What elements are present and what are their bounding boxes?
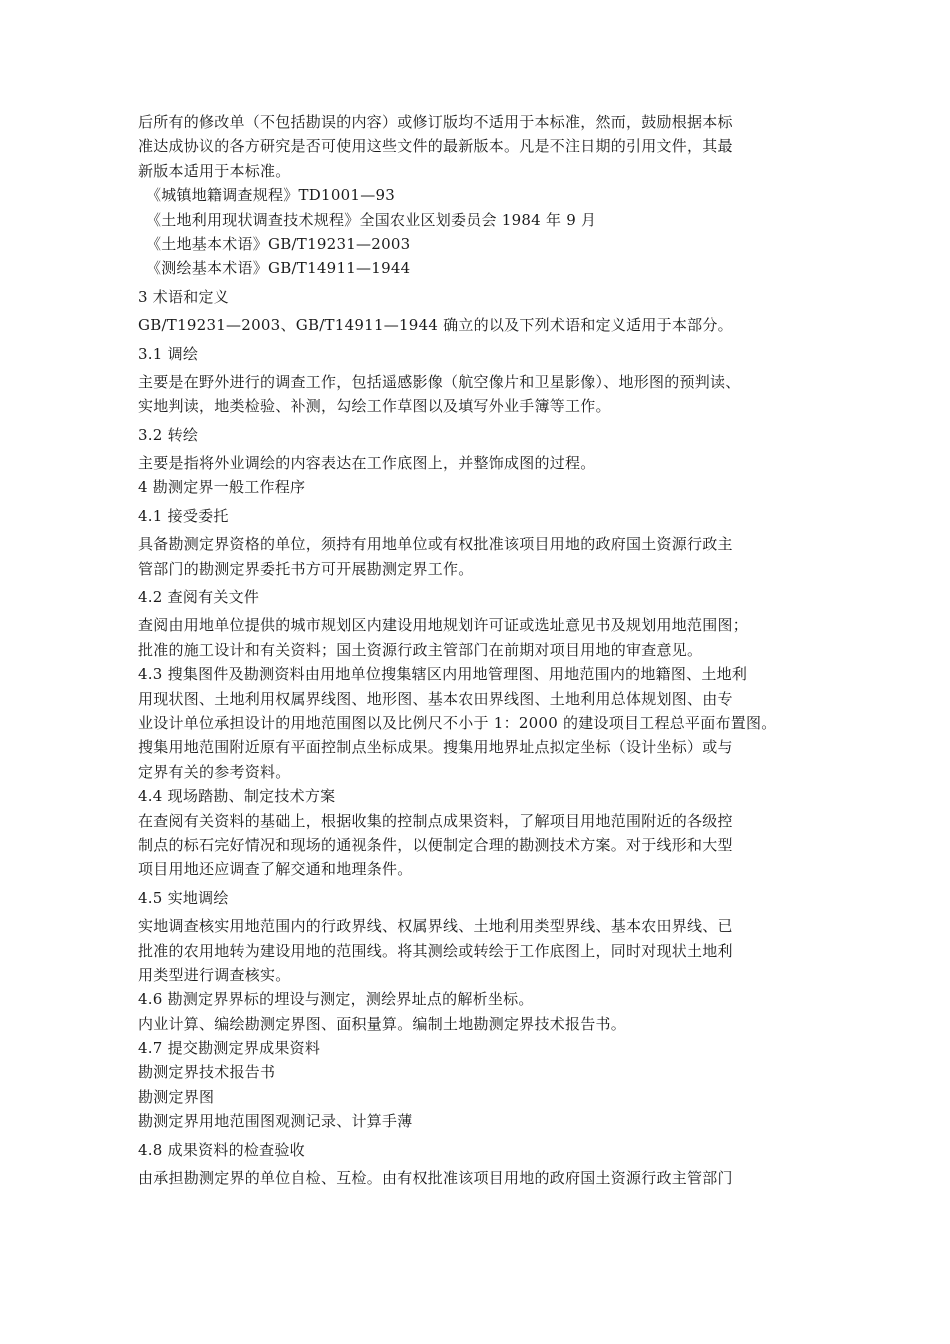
text-line: 主要是指将外业调绘的内容表达在工作底图上，并整饰成图的过程。 bbox=[138, 454, 596, 473]
text-line: 在查阅有关资料的基础上，根据收集的控制点成果资料，了解项目用地范围附近的各级控 bbox=[138, 811, 733, 830]
text-line: 实地调查核实用地范围内的行政界线、权属界线、土地利用类型界线、基本农田界线、已 bbox=[138, 917, 733, 936]
text-line: 查阅由用地单位提供的城市规划区内建设用地规划许可证或选址意见书及规划用地范围图； bbox=[138, 616, 749, 635]
text-line: 制点的标石完好情况和现场的通视条件，以便制定合理的勘测技术方案。对于线形和大型 bbox=[138, 835, 733, 854]
text-line: 《土地基本术语》GB/T19231—2003 bbox=[146, 234, 411, 253]
text-line: 3.1 调绘 bbox=[138, 344, 199, 363]
text-line: 《城镇地籍调查规程》TD1001—93 bbox=[146, 186, 396, 205]
text-line: 勘测定界技术报告书 bbox=[138, 1063, 276, 1082]
text-line: 主要是在野外进行的调查工作，包括遥感影像（航空像片和卫星影像）、地形图的预判读、 bbox=[138, 372, 741, 391]
text-line: 批准的农用地转为建设用地的范围线。将其测绘或转绘于工作底图上，同时对现状土地利 bbox=[138, 941, 733, 960]
text-line: 勘测定界图 bbox=[138, 1087, 215, 1106]
text-line: 勘测定界用地范围图观测记录、计算手薄 bbox=[138, 1112, 413, 1131]
text-line: 定界有关的参考资料。 bbox=[138, 762, 291, 781]
text-line: 后所有的修改单（不包括勘误的内容）或修订版均不适用于本标准，然而，鼓励根据本标 bbox=[138, 113, 733, 131]
text-line: 业设计单位承担设计的用地范围图以及比例尺不小于 1：2000 的建设项目工程总平面布置图。 bbox=[138, 713, 777, 732]
text-line: GB/T19231—2003、GB/T14911—1944 确立的以及下列术语和定义适用于本部分。 bbox=[138, 316, 733, 335]
text-line: 搜集用地范围附近原有平面控制点坐标成果。搜集用地界址点拟定坐标（设计坐标）或与 bbox=[138, 738, 733, 757]
text-line: 4.3 搜集图件及勘测资料由用地单位搜集辖区内用地管理图、用地范围内的地籍图、土地利 bbox=[138, 665, 748, 684]
text-line: 准达成协议的各方研究是否可使用这些文件的最新版本。凡是不注日期的引用文件，其最 bbox=[138, 137, 733, 156]
text-line: 4.4 现场踏勘、制定技术方案 bbox=[138, 787, 336, 806]
text-line: 3.2 转绘 bbox=[138, 425, 199, 444]
text-line: 由承担勘测定界的单位自检、互检。由有权批准该项目用地的政府国土资源行政主管部门 bbox=[138, 1169, 733, 1188]
text-line: 管部门的勘测定界委托书方可开展勘测定界工作。 bbox=[138, 559, 474, 578]
text-line: 用类型进行调查核实。 bbox=[138, 965, 291, 984]
text-line: 4.2 查阅有关文件 bbox=[138, 588, 260, 607]
text-line: 新版本适用于本标准。 bbox=[138, 161, 291, 180]
text-line: 4.6 勘测定界界标的埋设与测定，测绘界址点的解析坐标。 bbox=[138, 990, 534, 1009]
text-line: 4.1 接受委托 bbox=[138, 506, 229, 525]
text-line: 用现状图、土地利用权属界线图、地形图、基本农田界线图、土地利用总体规划图、由专 bbox=[138, 689, 733, 708]
document-page bbox=[138, 110, 838, 1190]
text-line: 4.8 成果资料的检查验收 bbox=[138, 1140, 305, 1159]
text-line: 《测绘基本术语》GB/T14911—1944 bbox=[146, 259, 411, 278]
text-line: 内业计算、编绘勘测定界图、面积量算。编制土地勘测定界技术报告书。 bbox=[138, 1014, 627, 1033]
text-line: 项目用地还应调查了解交通和地理条件。 bbox=[138, 860, 413, 879]
text-line: 《土地利用现状调查技术规程》全国农业区划委员会 1984 年 9 月 bbox=[146, 210, 597, 229]
text-line: 实地判读，地类检验、补测，勾绘工作草图以及填写外业手簿等工作。 bbox=[138, 397, 611, 416]
text-line: 4.7 提交勘测定界成果资料 bbox=[138, 1039, 321, 1058]
text-line: 4 勘测定界一般工作程序 bbox=[138, 478, 306, 497]
text-line: 具备勘测定界资格的单位，须持有用地单位或有权批准该项目用地的政府国土资源行政主 bbox=[138, 535, 733, 554]
text-line: 批准的施工设计和有关资料；国土资源行政主管部门在前期对项目用地的审查意见。 bbox=[138, 640, 703, 659]
text-line: 4.5 实地调绘 bbox=[138, 888, 229, 907]
text-line: 3 术语和定义 bbox=[138, 287, 230, 306]
